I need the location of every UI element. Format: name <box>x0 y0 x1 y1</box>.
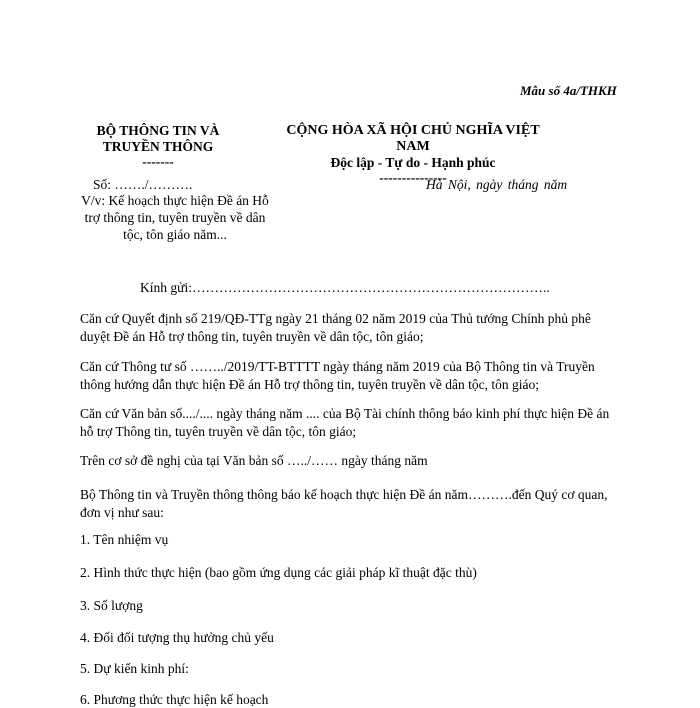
list-item: 1. Tên nhiệm vụ <box>80 532 169 547</box>
nation-title: CỘNG HÒA XÃ HỘI CHỦ NGHĨA VIỆT NAM <box>286 123 540 154</box>
agency-header <box>60 123 256 169</box>
nation-separator: --------------- <box>379 170 447 185</box>
paragraph: Căn cứ Thông tư số ……../2019/TT-BTTTT ngày tháng năm 2019 của Bộ Thông tin và Truyền thông hướng dẫn thực hiện Đề án Hỗ trợ thông tin, tuyên truyền về dân tộc, tôn giáo; <box>80 359 595 392</box>
list-item: 5. Dự kiến kinh phí: <box>80 661 189 676</box>
list-item: 2. Hình thức thực hiện (bao gồm ứng dụng các giải pháp kĩ thuật đặc thù) <box>80 565 477 580</box>
list-item: 3. Số lượng <box>80 598 143 613</box>
agency-name-line1: BỘ THÔNG TIN VÀ <box>96 123 220 138</box>
agency-separator: ------- <box>142 154 174 169</box>
nation-motto: Độc lập - Tự do - Hạnh phúc <box>330 155 496 170</box>
paragraph: Căn cứ Quyết định số 219/QĐ-TTg ngày 21 tháng 02 năm 2019 của Thủ tướng Chính phủ phê duyệt Đề án Hỗ trợ thông tin, tuyên truyền về dân tộc, tôn giáo; <box>80 311 591 344</box>
form-code: Mẫu số 4a/THKH <box>520 83 617 98</box>
list-item: 4. Đối đối tượng thụ hưởng chủ yếu <box>80 630 274 645</box>
paragraph: Căn cứ Văn bản số..../.... ngày tháng năm .... của Bộ Tài chính thông báo kinh phí thực hiện Đề án hỗ trợ Thông tin, tuyên truyền về dân tộc, tôn giáo; <box>80 406 610 439</box>
doc-subject: V/v: Kế hoạch thực hiện Đề án Hỗ trợ thông tin, tuyên truyền về dân tộc, tôn giáo năm... <box>81 193 269 242</box>
list-item: 6. Phương thức thực hiện kế hoạch <box>80 692 269 707</box>
recipient-line: Kính gửi:…………………………………………………………………….. <box>140 280 550 295</box>
agency-name-line2: TRUYỀN THÔNG <box>102 139 214 154</box>
place-date: Hà Nội, ngày tháng năm <box>426 177 568 192</box>
paragraph: Trên cơ sở đề nghị của tại Văn bản số …../…… ngày tháng năm <box>80 453 428 468</box>
doc-number: Số: ……./………. <box>93 177 193 192</box>
paragraph: Bộ Thông tin và Truyền thông thông báo kế hoạch thực hiện Đề án năm……….đến Quý cơ quan, đơn vị như sau: <box>80 487 608 520</box>
